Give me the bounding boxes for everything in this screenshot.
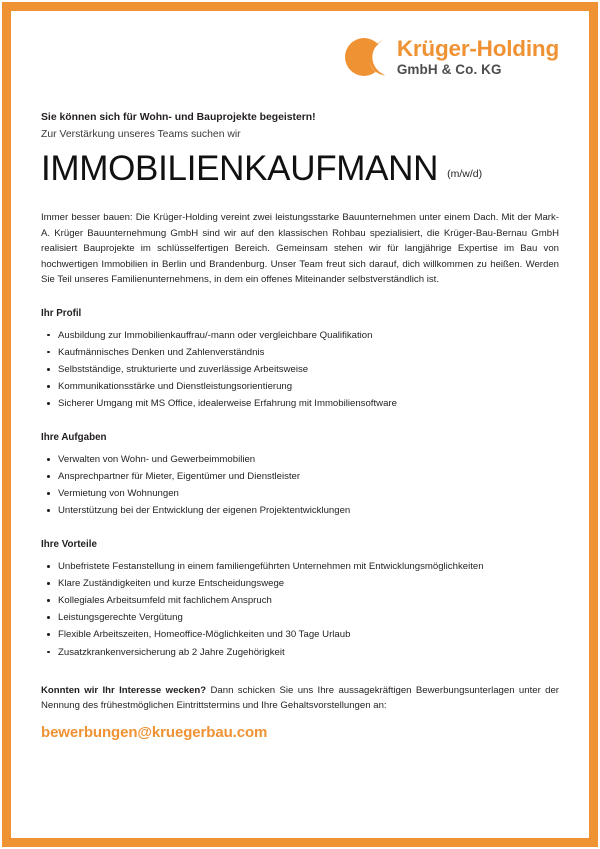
company-description-paragraph: Immer besser bauen: Die Krüger-Holding vereint zwei leistungsstarke Bauunternehmen unter einem Dach. Mit der Mark-A. Krüger Bauunternehmung GmbH sind wir auf den klassischen Rohbau spezialisiert, die Krüger-Bau-Bernau GmbH realisiert Bauprojekte im schlüsselfertigen Bereich. Gemeinsam stehen wir für langjährige Expertise im Bau von hochwertigen Immobilien in Berlin und Brandenburg. Unser Team freut sich darauf, dich willkommen zu heißen. Werden Sie Teil unseres Familienunternehmens, in dem ein offenes Miteinander selbstverständlich ist. [41, 211, 559, 286]
list-item: Kommunikationsstärke und Dienstleistungsorientierung [41, 378, 559, 395]
list-item: Unterstützung bei der Entwicklung der eigenen Projektentwicklungen [41, 502, 559, 519]
logo-text-block [396, 35, 559, 77]
list-item: Kollegiales Arbeitsumfeld mit fachlichem Anspruch [41, 592, 559, 609]
list-item: Leistungsgerechte Vergütung [41, 609, 559, 626]
list-item: Selbstständige, strukturierte und zuverlässige Arbeitsweise [41, 361, 559, 378]
section-title: Ihre Vorteile [41, 539, 97, 551]
circle-swoosh-logo-icon [344, 35, 388, 79]
intro-block [41, 110, 559, 142]
intro-tagline: Sie können sich für Wohn- und Bauprojekte begeistern! [41, 112, 316, 123]
closing-question: Konnten wir Ihr Interesse wecken? [41, 684, 207, 696]
list-item: Flexible Arbeitszeiten, Homeoffice-Möglichkeiten und 30 Tage Urlaub [41, 626, 559, 643]
section-list [41, 451, 559, 519]
list-item: Vermietung von Wohnungen [41, 485, 559, 502]
list-item: Unbefristete Festanstellung in einem familiengeführten Unternehmen mit Entwicklungsmöglichkeiten [41, 558, 559, 575]
job-title-row [41, 151, 559, 188]
list-item: Klare Zuständigkeiten und kurze Entscheidungswege [41, 575, 559, 592]
company-legal-form: GmbH & Co. KG [396, 62, 502, 77]
intro-subline: Zur Verstärkung unseres Teams suchen wir [41, 128, 241, 140]
list-item: Verwalten von Wohn- und Gewerbeimmobilien [41, 451, 559, 468]
list-item: Ausbildung zur Immobilienkauffrau/-mann oder vergleichbare Qualifikation [41, 327, 559, 344]
list-item: Kaufmännisches Denken und Zahlenverständnis [41, 344, 559, 361]
section-title: Ihr Profil [41, 307, 82, 319]
section-profil [41, 308, 559, 412]
section-aufgaben [41, 432, 559, 519]
closing-paragraph [41, 683, 559, 714]
list-item: Zusatzkrankenversicherung ab 2 Jahre Zugehörigkeit [41, 644, 559, 661]
section-title: Ihre Aufgaben [41, 431, 107, 443]
section-list [41, 327, 559, 412]
job-title-gender-suffix: (m/w/d) [447, 168, 483, 181]
company-logo [41, 26, 559, 88]
list-item: Ansprechpartner für Mieter, Eigentümer und Dienstleister [41, 468, 559, 485]
page-content [11, 11, 589, 838]
section-vorteile [41, 539, 559, 660]
section-list [41, 558, 559, 660]
application-email-link[interactable]: bewerbungen@kruegerbau.com [41, 723, 268, 741]
list-item: Sicherer Umgang mit MS Office, idealerweise Erfahrung mit Immobiliensoftware [41, 395, 559, 412]
company-name: Krüger-Holding [396, 35, 559, 61]
job-title: IMMOBILIENKAUFMANN [41, 149, 439, 189]
closing-text: Dann schicken Sie uns Ihre aussagekräftigen Bewerbungsunterlagen unter der Nennung des frühestmöglichen Eintrittstermins und Ihre Gehaltsvorstellungen an: [41, 684, 560, 712]
